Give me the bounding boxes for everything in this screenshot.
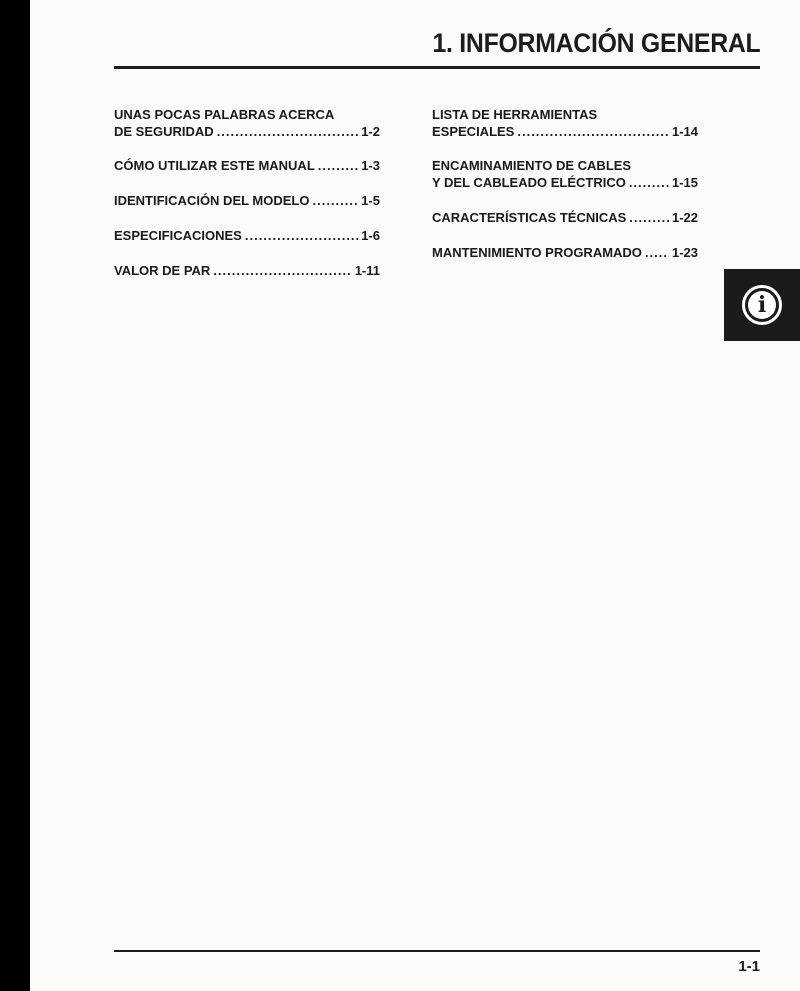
toc-entry-title: UNAS POCAS PALABRAS ACERCA [114,107,335,122]
toc-entry-title: MANTENIMIENTO PROGRAMADO [432,245,642,260]
toc-entry-title: IDENTIFICACIÓN DEL MODELO [114,193,310,208]
toc-page-ref: 1-6 [361,228,380,243]
toc-page-ref: 1-11 [354,263,380,278]
dot-leader [629,174,669,191]
toc-entry[interactable] [432,209,698,226]
toc-entry-title: VALOR DE PAR [114,263,211,278]
info-icon [742,285,782,325]
toc-page-ref: 1-14 [671,124,698,139]
page-number: 1-1 [738,958,760,975]
dot-leader [213,262,351,279]
toc-page-ref: 1-22 [671,210,698,225]
toc-entry-title: ESPECIFICACIONES [114,228,242,243]
page-title: 1. INFORMACIÓN GENERAL [432,28,760,58]
toc-entry-title: CÓMO UTILIZAR ESTE MANUAL [114,158,315,173]
toc-entry[interactable] [114,106,380,140]
toc-entry[interactable] [114,192,380,209]
toc-entry[interactable] [432,244,698,261]
footer-rule [114,950,760,952]
header-rule [114,66,760,69]
toc-page-ref: 1-3 [361,158,380,173]
toc-page-ref: 1-2 [361,124,380,139]
toc-entry-title: Y DEL CABLEADO ELÉCTRICO [432,175,626,190]
manual-page [30,0,800,991]
toc-left-column [114,106,380,297]
dot-leader [629,209,669,226]
toc-entry-title: LISTA DE HERRAMIENTAS [432,107,598,122]
info-glyph: i [748,291,776,319]
toc-entry[interactable] [114,157,380,174]
toc-page-ref: 1-23 [671,245,698,260]
toc-page-ref: 1-15 [671,175,698,190]
toc-entry[interactable] [432,106,698,140]
dot-leader [318,157,358,174]
toc-entry[interactable] [114,227,380,244]
dot-leader [245,227,358,244]
toc-entry[interactable] [114,262,380,279]
toc-page-ref: 1-5 [361,193,380,208]
dot-leader [645,244,669,261]
dot-leader [517,123,669,140]
section-tab [724,269,800,341]
toc-entry-title: ESPECIALES [432,124,515,139]
dot-leader [312,192,358,209]
toc-right-column [432,106,698,279]
dot-leader [217,123,359,140]
toc-entry-title: CARACTERÍSTICAS TÉCNICAS [432,210,627,225]
toc-entry[interactable] [432,157,698,191]
toc-entry-title: ENCAMINAMIENTO DE CABLES [432,158,632,173]
toc-entry-title: DE SEGURIDAD [114,124,214,139]
